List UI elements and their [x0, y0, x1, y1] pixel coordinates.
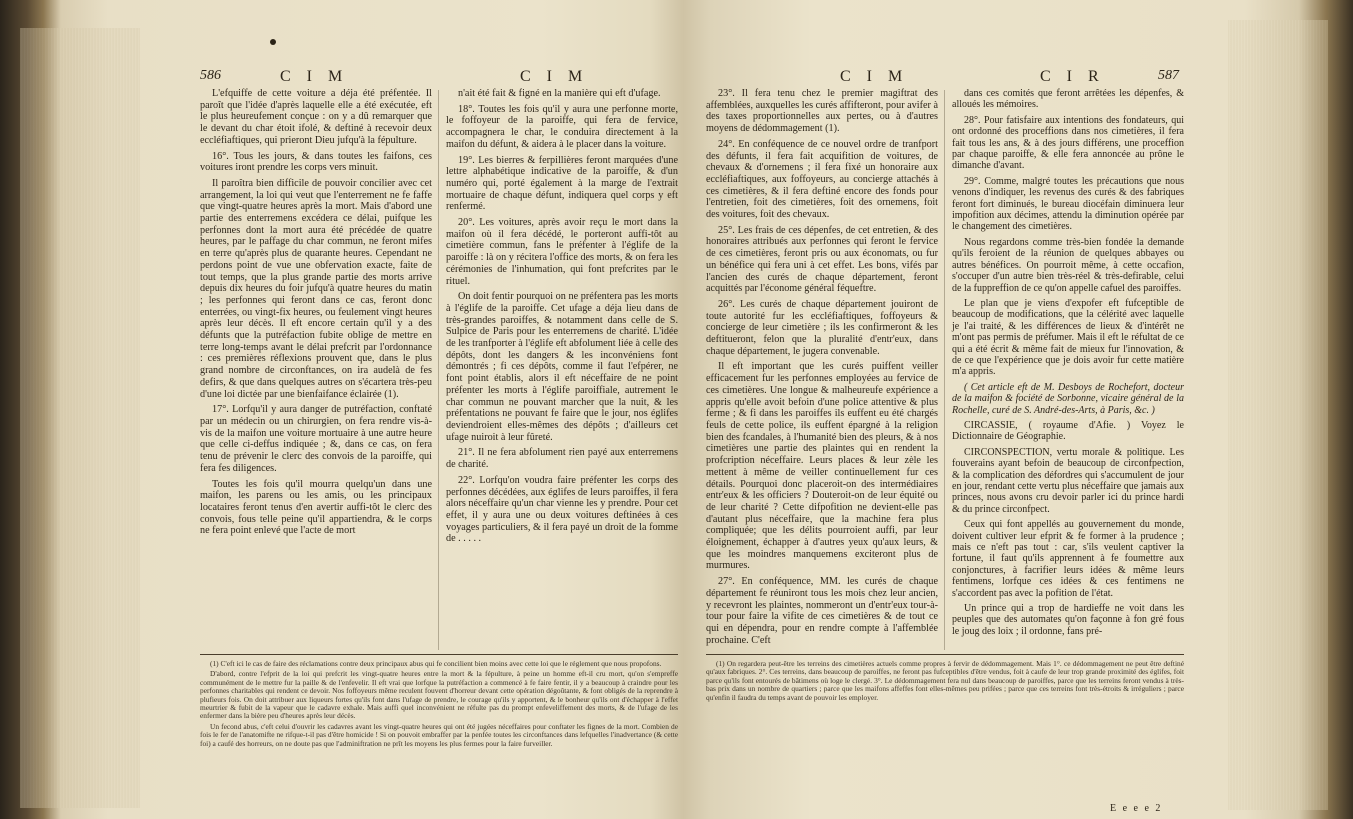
right-column-1: [706, 88, 938, 650]
right-column-2: [952, 88, 1184, 641]
paragraph: dans ces comités que feront arrêtées les dépenfes, & alloués les mémoires.: [952, 88, 1184, 111]
paragraph: On doit fentir pourquoi on ne préfentera pas les morts à l'églife de la paroiffe. Cet ufage a déja lieu dans de très-grandes paroiffes, & notamment dans celle de S. Sulpice de Paris pour les enterremens de charité. L'idée de les tranfporter à l'églife eft abfolument liée à celle des dépôts, dont les dangers & les inconvéniens font démontrés ; fi ces dépôts, comme il faut l'efpérer, ne font point établis, alors il eft néceffaire de ne point préfenter les morts à l'églife paroiffiale, autrement le char commun ne pouvant marcher que la nuit, & les préfentations ne pouvant fe faire que le jour, nos églifes deviendroient elles-mêmes des dépôts ; d'ailleurs cet ufage nuiroit à leur fûreté.: [446, 291, 678, 443]
paragraph: 22°. Lorfqu'on voudra faire préfenter les corps des perfonnes décédées, aux églifes de leurs paroiffes, il fera alors néceffaire qu'un char vienne les y prendre. Pour cet effet, il y aura une ou deux voitures deftinées à ces voyages particuliers, & il fera payé un droit de la fomme de . . . . .: [446, 474, 678, 545]
paragraph: Toutes les fois qu'il mourra quelqu'un dans une maifon, les parens ou les amis, ou les principaux locataires feront tenus d'en avertir auffi-tôt le clerc des convois, fous telle peine qu'il appartiendra, & le corps ne fera point enlevé que l'acte de mort: [200, 478, 432, 537]
right-running-head-right: C I R: [1040, 68, 1105, 85]
footnote: (1) On regardera peut-être les terreins des cimetières actuels comme propres à fervir de dédommagement. Mais 1°. ce dédommagement ne peut être deftiné qu'aux fabriques. 2°. Ces terreins, dans beaucoup de paroiffes, ne feront pas fufceptibles d'être vendus, foit à caufe de leur trop grande proximité des églifes, foit parce qu'ils font entourés de bâtimens où loge le clergé. 3°. Le dédommagement fera nul dans beaucoup de paroiffes, parce que les terreins feront vendus à très-bas prix dans un nombre de quartiers ; parce que les maifons affeffes font elles-mêmes peu prifées ; parce que ces terreins font très-étroits & irréguliers ; parce qu'enfin il faudra du temps avant de pouvoir les employer.: [706, 659, 1184, 702]
paragraph: 29°. Comme, malgré toutes les précautions que nous venons d'indiquer, les revenus des curés & des fabriques feront fort diminués, le bureau diocéfain diminuera leur impofition aux décimes, attendu la diminution opérée par le changement des cimetières.: [952, 175, 1184, 233]
paragraph: Un prince qui a trop de hardieffe ne voit dans les peuples que des automates qu'on façonne à fon gré fous le joug des loix ; il ordonne, fans pré-: [952, 603, 1184, 637]
paragraph: Il eft important que les curés puiffent veiller efficacement fur les perfonnes employées au fervice de ces cimetières. Une longue & malheureufe expérience a appris qu'elle avoit befoin d'une police attentive & plus ferme ; & fi dans les paroiffes ils euffent eu été chargés feuls de cette police, ils euffent épargné à la religion bien des fcandales, à l'humanité bien des pleurs, & à nos cimetières une partie des plaintes qui en rendent la profcription néceffaire. Leurs places & leur zèle les mettent à même de veiller continuellement fur ces détails. Pourquoi donc placeroit-on des intermédiaires entr'eux & les officiers ? Douteroit-on de leur équité ou de leur charité ? Cette difpofition ne devient-elle pas d'autant plus néceffaire, que la machine fera plus compliquée; que les délits pourroient auffi, par leur éloignement, échapper à d'autres yeux qu'aux leurs, & que les moindres manquemens exciteront plus de murmures.: [706, 361, 938, 572]
paragraph: 19°. Les bierres & ferpillières feront marquées d'une lettre alphabétique indicative de la paroiffe, & d'un numéro qui, porté également à la marge de l'extrait mortuaire de chaque défunt, indiquera quel corps y eft renfermé.: [446, 154, 678, 213]
right-page-edges: [1228, 20, 1328, 810]
right-page-header: [700, 68, 1190, 88]
paragraph: 18°. Toutes les fois qu'il y aura une perfonne morte, le foffoyeur de la paroiffe, qui fera de fervice, accompagnera le char, le conduira directement à la maifon du défunt, & aidera à le placer dans la voiture.: [446, 103, 678, 150]
paragraph: n'ait été fait & figné en la manière qui eft d'ufage.: [458, 88, 661, 99]
paragraph: 25°. Les frais de ces dépenfes, de cet entretien, & des honoraires attribués aux perfonnes qui feront le fervice de ces cimetières, feront pris ou aux économats, ou fur un bénéfice qui fera uni à cet effet. Les bons, vifés par l'ancien des curés de chaque département, feront acquittés par l'économe général féqueftre.: [706, 224, 938, 295]
left-column-1: [200, 88, 432, 541]
left-page-edges: [20, 28, 140, 808]
paragraph: L'efquiffe de cette voiture a déja été préfentée. Il paroît que l'idée d'après laquelle elle a été exécutée, eft le plus heureufement conçue : on y a dû remarquer que le devant du char étoit ifolé, & deftiné à recevoir deux eccléfiaftiques, qui prieront Dieu jufqu'à la fépulture.: [200, 88, 432, 146]
footnote: (1) C'eft ici le cas de faire des réclamations contre deux principaux abus qui fe concilient bien moins avec cette loi que le réglement que nous propofons.: [210, 659, 662, 668]
paragraph: 23°. Il fera tenu chez le premier magiftrat des affemblées, auxquelles les curés affifteront, pour avifer à des taxes proportionnelles aux pertes, ou à d'autres moyens de dédommagement (1).: [706, 88, 938, 135]
paragraph: 28°. Pour fatisfaire aux intentions des fondateurs, qui ont ordonné des proceffions dans nos cimetières, il fera fait tous les ans, & à des jours différens, une proceffion par chaque paroiffe, & elle fera annoncée au prône le dimanche d'avant.: [952, 114, 1184, 172]
entry-circassie: CIRCASSIE, ( royaume d'Afie. ) Voyez le Dictionnaire de Géographie.: [952, 419, 1184, 443]
paragraph: 17°. Lorfqu'il y aura danger de putréfaction, conftaté par un médecin ou un chirurgien, on fera rendre vis-à-vis de la maifon une voiture mortuaire à une autre heure que celle ci-deffus indiquée ; &, dans ce cas, on fera tenu de prévenir le clerc des convois de la paroiffe, qui fera fes diligences.: [200, 404, 432, 474]
left-page-header: [190, 68, 680, 88]
signature-mark: E e e e 2: [1110, 803, 1163, 814]
column-divider: [944, 90, 945, 650]
left-running-head-right: C I M: [520, 68, 589, 85]
right-page: [700, 0, 1190, 819]
right-page-number: 587: [1158, 68, 1179, 83]
column-divider: [438, 90, 439, 650]
paragraph: Ceux qui font appellés au gouvernement du monde, doivent cultiver leur efprit & fe former à la prudence ; mais ce n'eft pas tout : car, s'ils veulent captiver la fortune, il faut qu'ils apprennent à fe foumettre aux conjonctures, à facrifier leurs idées & même leurs fentimens, lorfque ces idées & ces fentimens ne s'accordent pas avec la pofition de l'état.: [952, 519, 1184, 599]
left-page: [190, 0, 680, 819]
paragraph: 26°. Les curés de chaque département jouiront de toute autorité fur les eccléfiaftiques, foffoyeurs & concierge de leur cimetière ; ils les confirmeront & les deftitueront, felon que la pluralité d'entr'eux, dans chaque département, le jugera convenable.: [706, 298, 938, 357]
entry-circonspection: CIRCONSPECTION, vertu morale & politique. Les fouverains ayant befoin de beaucoup de circonfpection, & la complication des défordres qui s'accumulent de jour en jour, rendant cette vertu plus néceffaire que jamais aux princes, nous avons cru devoir parler ici du prince hardi & du prince circonfpect.: [952, 446, 1184, 515]
left-footnotes: [200, 660, 678, 750]
paragraph: 21°. Il ne fera abfolument rien payé aux enterremens de charité.: [446, 447, 678, 471]
footnote: Un fecond abus, c'eft celui d'ouvrir les cadavres avant les vingt-quatre heures qui ont été jugées néceffaires pour conftater les fignes de la mort. Combien de fois le fer de l'anatomifte ne rifque-t-il pas d'être homicide ! Si on pouvoit embraffer par la penfée toutes les circonftances dans lefquelles l'inadvertance (& cette foi) a caufé des horreurs, on ne doute pas que l'adminiftration ne prît les moyens les plus fermes pour la faire furveiller.: [200, 721, 678, 748]
paragraph: Le plan que je viens d'expofer eft fufceptible de beaucoup de modifications, que la célérité avec laquelle je l'ai traité, & les différences de lieux & d'intérêt ne m'ont pas permis de préfumer. Mais il eft le réfultat de ce qui a été écrit & même fait de mieux fur l'innovation, & de ce que l'expérience que je dois avoir fur cette matière m'a appris.: [952, 297, 1184, 378]
attribution: ( Cet article eft de M. Desboys de Rochefort, docteur de la maifon & fociété de Sorbonne, vicaire général de la Rochelle, curé de S. André-des-Arts, à Paris, &c. ): [952, 381, 1184, 416]
footnote-rule: [200, 654, 678, 655]
right-running-head-left: C I M: [840, 68, 909, 85]
left-page-number: 586: [200, 68, 221, 83]
footnote: D'abord, contre l'efprit de la loi qui prefcrit les vingt-quatre heures entre la mort & la fépulture, à peine un homme eft-il cru mort, qu'on s'empreffe communément de le mettre fur la paille & de l'enfevelir. Il eft vrai que lorfque la putréfaction a commencé à fe faire fentir, il y a beaucoup à craindre pour les perfonnes charitables qui rendent ce devoir. Nos foffoyeurs même reculent fouvent d'horreur devant cette opération dégoûtante, & font obligés de la reprendre à plufieurs fois. On doit attribuer aux liqueurs fortes qu'ils font dans l'ufage de prendre, le courage qu'ils y apportent, & le bonheur qu'ils ont d'échapper à l'effet meurtrier & fubit de la vapeur que le cadavre exhale. Mais auffi quel inconvénient ne réfulte pas du prompt enfeveliffement des morts, & de l'ufage de les enfermer dans la bière peu d'heures après leur décès.: [200, 669, 678, 721]
left-column-2: [446, 88, 678, 549]
paragraph: Nous regardons comme très-bien fondée la demande qu'ils feroient de la réunion de quelques abbayes ou autres bénéfices. On pourroit même, à cette occafion, s'occuper d'un autre bien très-réel & très-defirable, celui de la fuppreffion de ce qu'on appelle cafuel des paroiffes.: [952, 236, 1184, 294]
paragraph: 27°. En conféquence, MM. les curés de chaque département fe réuniront tous les mois chez leur ancien, y recevront les plaintes, nommeront un d'entr'eux tour-à-tour pour faire la vifite de ces cimetières & de tout ce qui en dépendra, pour en rendre compte à l'affemblée prochaine. C'eft: [706, 576, 938, 646]
right-footnotes: [706, 660, 1184, 704]
paragraph: 24°. En conféquence de ce nouvel ordre de tranfport des défunts, il fera fait acquifition de voitures, de chevaux & d'ornemens ; il fera fixé un honoraire aux eccléfiaftiques, aux foffoyeurs, au concierge attachés à ces cimetières, & il fera deftiné encore des fonds pour l'entretien, foit des cimetières, foit des ornemens, foit des voitures, foit des chevaux.: [706, 138, 938, 221]
paragraph: 16°. Tous les jours, & dans toutes les faifons, ces voitures iront prendre les corps vers minuit.: [200, 150, 432, 174]
left-running-head-left: C I M: [280, 68, 349, 85]
paragraph: 20°. Les voitures, après avoir reçu le mort dans la maifon où il fera décédé, le porteront auffi-tôt au cimetière commun, fans le préfenter à l'églife de la paroiffe : là on y récitera l'office des morts, & on fera les cérémonies de l'inhumation, qui font prefcrites par le rituel.: [446, 217, 678, 287]
footnote-rule: [706, 654, 1184, 655]
paragraph: Il paroîtra bien difficile de pouvoir concilier avec cet arrangement, la loi qui veut que l'enterrement ne fe faffe que vingt-quatre heures après la mort. Mais d'abord une partie des enterremens excédera ce délai, puifque les perfonnes dont la mort aura été précédée de quatre heures, par le paffage du char commun, ne feront mifes en terre qu'après plus de quarante heures. Cependant ne perdons point de vue une obfervation exacte, faite de tout temps, que la plus grande partie des morts arrive depuis dix heures du foir jufqu'à quatre heures du matin ; les perfonnes qui feront dans ce cas, feront donc enterrées, ou vingt-fix heures, ou feulement vingt heures après leur décès. Il eft encore certain qu'il y a des défunts que la putréfaction fubite oblige de mettre en terre long-temps avant le délai prefcrit par l'ordonnance : ces premières réflexions prouvent que, dans le plus grand nombre de circonftances, on ira audelà de fes defirs, & que dans quelques autres on s'écartera très-peu d'une loi dictée par une bienfaifance éclairée (1).: [200, 177, 432, 400]
